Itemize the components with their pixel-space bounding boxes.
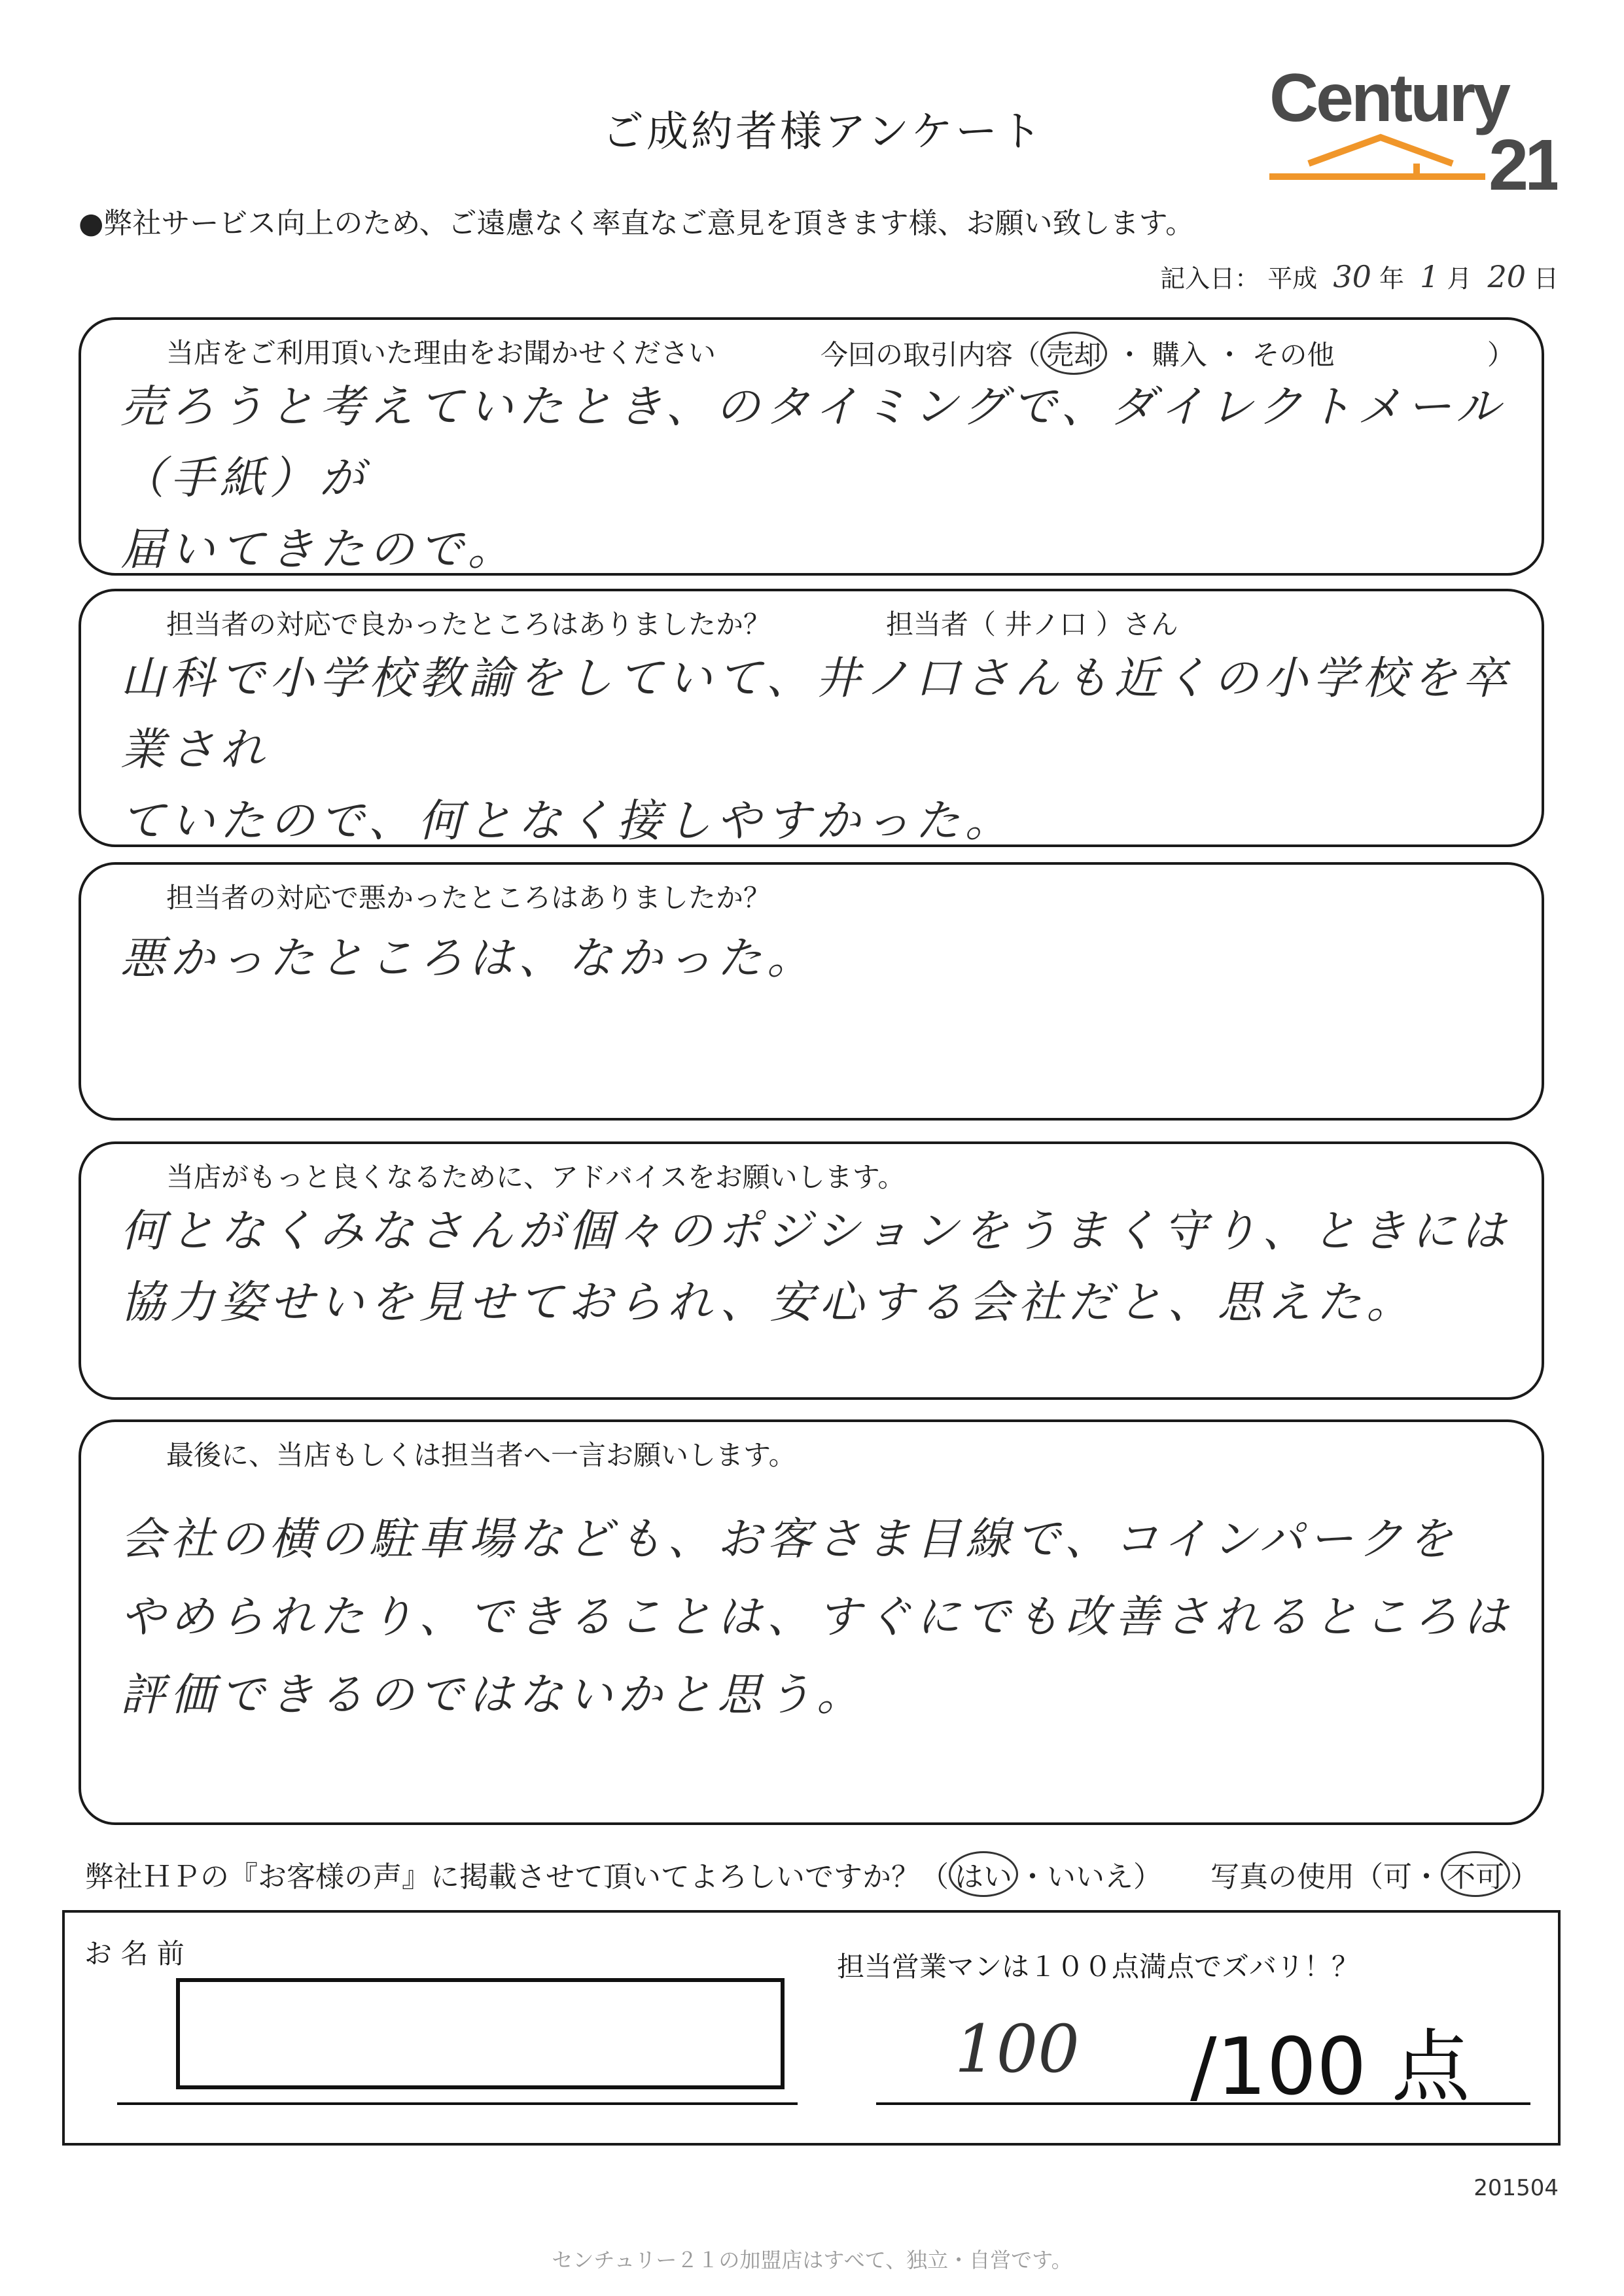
century21-logo xyxy=(1269,59,1557,196)
form-number: 201504 xyxy=(1474,2175,1559,2201)
section-good-points xyxy=(79,589,1544,847)
selected-option: 売却 xyxy=(1040,332,1107,375)
question-label: 担当者の対応で良かったところはありましたか？ xyxy=(166,608,771,640)
page-title: ご成約者様アンケート xyxy=(602,108,1045,156)
entry-date: 記入日： 平成 30 年 1 月 20 日 xyxy=(1160,259,1559,294)
consent-yes-circled: はい xyxy=(949,1851,1018,1897)
intro-text: ●弊社サービス向上のため、ご遠慮なく率直なご意見を頂きます様、お願い致します。 xyxy=(79,207,1195,240)
footer-note: センチュリー２１の加盟店はすべて、独立・自営です。 xyxy=(552,2248,1072,2272)
question-label: 当店をご利用頂いた理由をお聞かせください xyxy=(166,337,716,369)
question-label: 担当者の対応で悪かったところはありましたか？ xyxy=(166,882,771,914)
answer-text: 売ろうと考えていたとき、のタイミングで、ダイレクトメール（手紙）が 届いてきたので。 xyxy=(120,381,1506,576)
section-final-comment xyxy=(79,1419,1544,1825)
name-redacted-box xyxy=(176,1978,785,2089)
answer-text: 会社の横の駐車場なども、お客さま目線で、コインパークを やめられたり、できることは、すぐにでも改善されるところは 評価できるのではないかと思う。 xyxy=(120,1514,1513,1721)
section-bad-points xyxy=(79,862,1544,1121)
name-label: お 名 前 xyxy=(84,1938,185,1970)
question-label: 最後に、当店もしくは担当者へ一言お願いします。 xyxy=(166,1439,796,1471)
score-max: /100 点 xyxy=(1190,2022,1470,2113)
section-reason xyxy=(79,317,1544,576)
name-score-box xyxy=(62,1910,1561,2146)
answer-text: 山科で小学校教諭をしていて、井ノ口さんも近くの小学校を卒業され ていたので、何となく接しやすかった。 xyxy=(120,653,1512,847)
question-label: 当店がもっと良くなるために、アドバイスをお願いします。 xyxy=(166,1161,906,1193)
svg-text:21: 21 xyxy=(1489,125,1557,196)
score-underline xyxy=(876,2102,1530,2105)
publish-consent: 弊社ＨＰの『お客様の声』に掲載させて頂いてよろしいですか？（ はい ・いいえ） 写真の使用（可・ 不可 ） xyxy=(85,1851,1539,1897)
score-question: 担当営業マンは１００点満点でズバリ！？ xyxy=(837,1951,1360,1983)
score-value: 100 xyxy=(955,2011,1080,2087)
transaction-type: 今回の取引内容（ 売却 ・ 購入 ・ その他 ） xyxy=(821,332,1515,375)
answer-text: 悪かったところは、なかった。 xyxy=(120,933,817,984)
section-advice xyxy=(79,1141,1544,1400)
photo-no-circled: 不可 xyxy=(1441,1851,1510,1897)
answer-text: 何となくみなさんが個々のポジションをうまく守り、ときには 協力姿せいを見せておられ、安心する会社だと、思えた。 xyxy=(120,1206,1511,1329)
svg-text:Century: Century xyxy=(1269,60,1508,136)
staff-name: 担当者（ 井ノ口 ）さん xyxy=(886,608,1178,640)
name-underline xyxy=(117,2102,798,2105)
